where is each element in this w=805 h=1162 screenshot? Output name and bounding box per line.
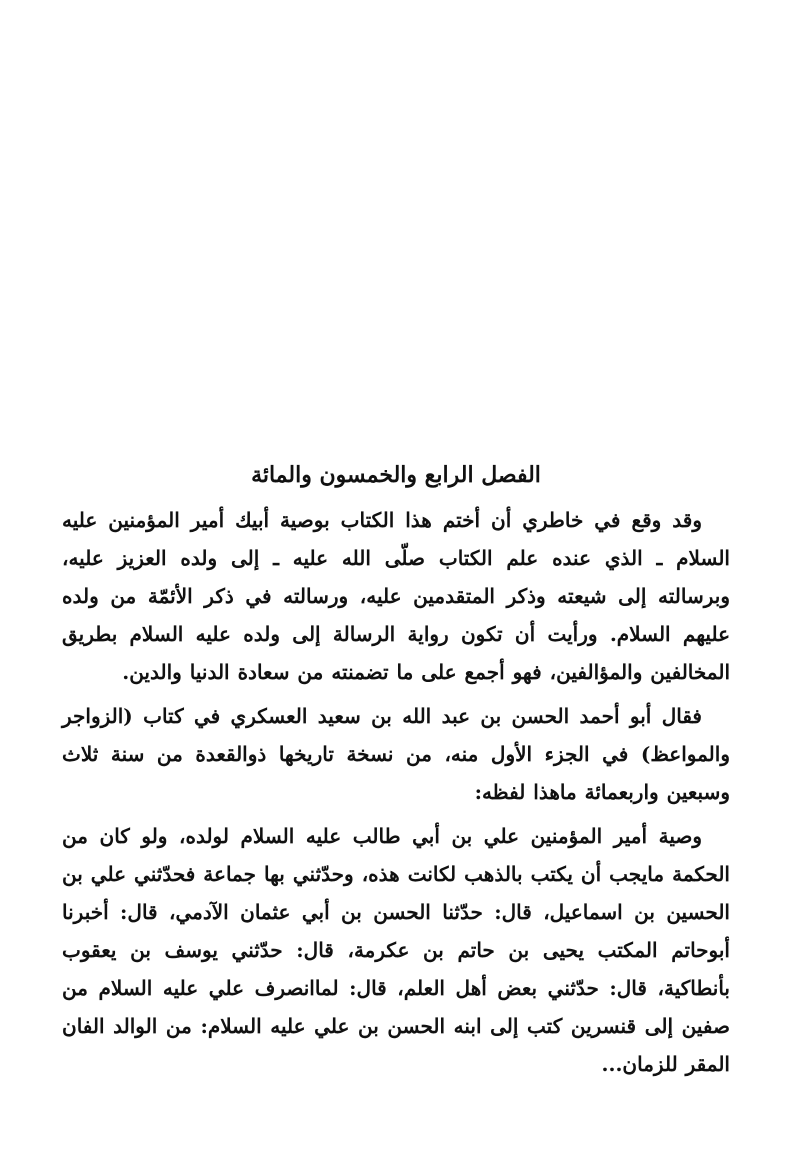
text-body <box>62 455 730 1089</box>
chapter-title: الفصل الرابع والخمسون والمائة <box>251 462 541 488</box>
paragraph-1: وقد وقع في خاطري أن أختم هذا الكتاب بوصية أبيك أمير المؤمنين عليه السلام ـ الذي عنده علم الكتاب صلّى الله عليه ـ إلى ولده العزيز عليه، وبرسالته إلى شيعته وذكر المتقدمين عليه، ورسالته في ذكر الأئمّة من ولده عليهم السلام. ورأيت أن تكون رواية الرسالة إلى ولده عليه السلام بطريق المخالفين والمؤالفين، فهو أجمع على ما تضمنته من سعادة الدنيا والدين. <box>62 508 730 684</box>
paragraph-2: فقال أبو أحمد الحسن بن عبد الله بن سعيد العسكري في كتاب (الزواجر والمواعظ) في الجزء الأول منه، من نسخة تاريخها ذوالقعدة من سنة ثلاث وسبعين واربعمائة ماهذا لفظه: <box>62 704 730 804</box>
paragraph-3: وصية أمير المؤمنين علي بن أبي طالب عليه السلام لولده، ولو كان من الحكمة مايجب أن يكتب بالذهب لكانت هذه، وحدّثني بها جماعة فحدّثني علي بن الحسين بن اسماعيل، قال: حدّثنا الحسن بن أبي عثمان الآدمي، قال: أخبرنا أبوحاتم المكتب يحيى بن حاتم بن عكرمة، قال: حدّثني يوسف بن يعقوب بأنطاكية، قال: حدّثني بعض أهل العلم، قال: لماانصرف علي عليه السلام من صفين إلى قنسرين كتب إلى ابنه الحسن بن علي عليه السلام: من الوالد الفان المقر للزمان... <box>62 824 730 1076</box>
